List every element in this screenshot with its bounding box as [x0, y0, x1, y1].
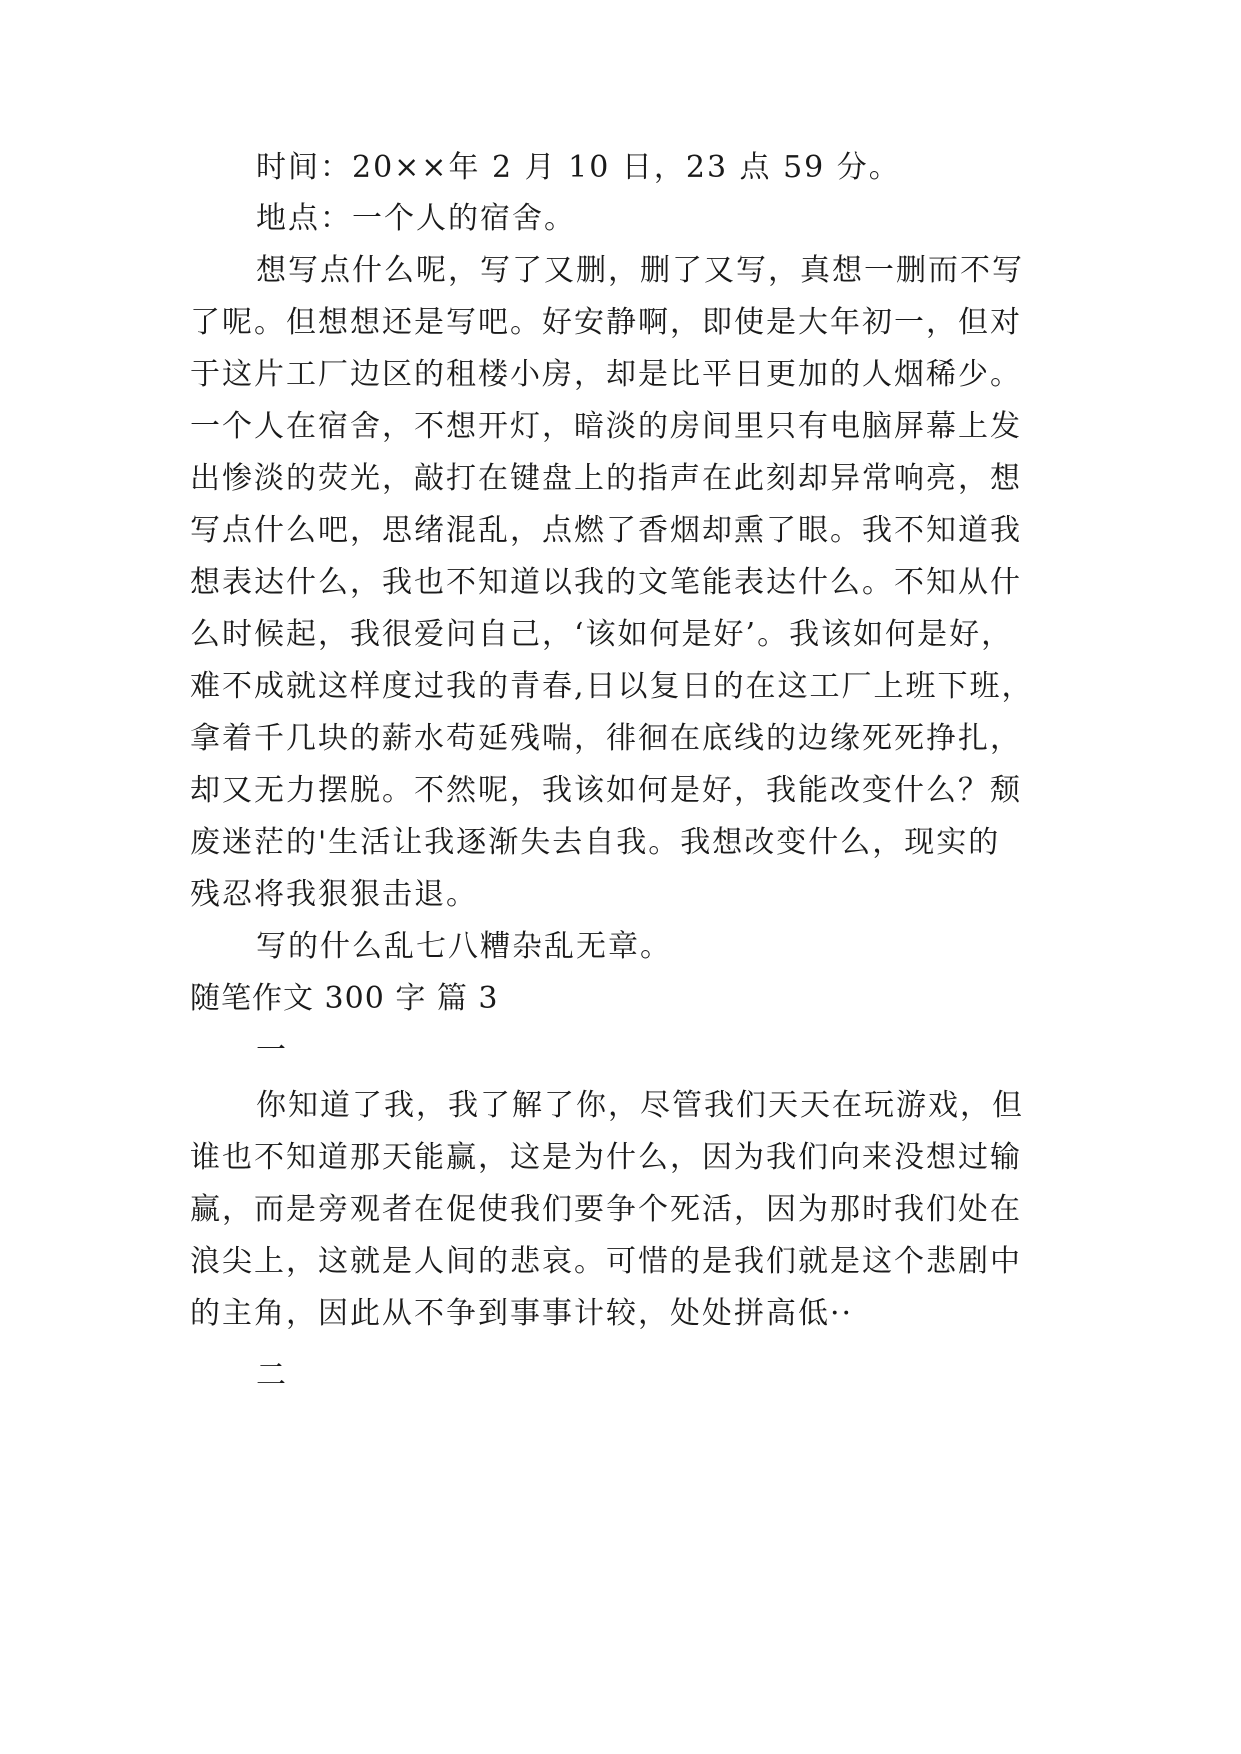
body-text-line: 难不成就这样度过我的青春,日以复日的在这工厂上班下班，: [190, 669, 1034, 704]
body-text-line: 了呢。但想想还是写吧。好安静啊，即使是大年初一，但对: [190, 305, 1022, 340]
time-line: 时间：20××年 2 月 10 日，23 点 59 分。: [256, 150, 901, 185]
body-text-line: 却又无力摆脱。不然呢，我该如何是好，我能改变什么？颓: [190, 773, 1022, 808]
body-text-line: 谁也不知道那天能赢，这是为什么，因为我们向来没想过输: [190, 1140, 1022, 1175]
location-line: 地点：一个人的宿舍。: [256, 201, 576, 236]
body-text-line: 赢，而是旁观者在促使我们要争个死活，因为那时我们处在: [190, 1192, 1022, 1227]
body-text-line: 写点什么吧，思绪混乱，点燃了香烟却熏了眼。我不知道我: [190, 513, 1022, 548]
body-text-line: 废迷茫的'生活让我逐渐失去自我。我想改变什么，现实的: [190, 825, 1001, 860]
closing-remark: 写的什么乱七八糟杂乱无章。: [256, 929, 672, 964]
body-text-line: 出惨淡的荧光，敲打在键盘上的指声在此刻却异常响亮，想: [190, 461, 1022, 496]
body-text-line: 拿着千几块的薪水苟延残喘，徘徊在底线的边缘死死挣扎，: [190, 721, 1022, 756]
body-text-line: 一个人在宿舍，不想开灯，暗淡的房间里只有电脑屏幕上发: [190, 409, 1022, 444]
body-text-line: 于这片工厂边区的租楼小房，却是比平日更加的人烟稀少。: [190, 357, 1022, 392]
body-text-line: 想表达什么，我也不知道以我的文笔能表达什么。不知从什: [190, 565, 1022, 600]
body-text-line: 你知道了我，我了解了你，尽管我们天天在玩游戏，但: [256, 1088, 1024, 1123]
section-marker-one: 一: [256, 1033, 288, 1068]
body-text-line: 浪尖上，这就是人间的悲哀。可惜的是我们就是这个悲剧中: [190, 1244, 1022, 1279]
body-text-line: 么时候起，我很爱问自己，‘该如何是好’。我该如何是好，: [190, 617, 1014, 652]
section-marker-two: 二: [256, 1358, 288, 1393]
body-text-line: 残忍将我狠狠击退。: [190, 877, 478, 912]
body-text-line: 的主角，因此从不争到事事计较，处处拼高低··: [190, 1296, 854, 1331]
section-heading: 随笔作文 300 字 篇 3: [190, 981, 499, 1016]
body-text-line: 想写点什么呢，写了又删，删了又写，真想一删而不写: [256, 253, 1024, 288]
